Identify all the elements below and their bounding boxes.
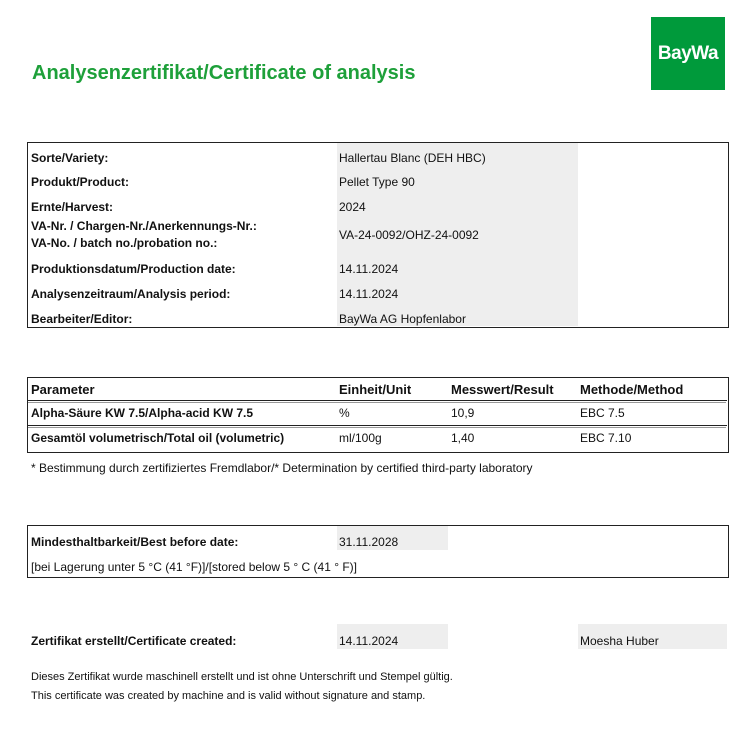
editor-label: Bearbeiter/Editor: bbox=[31, 312, 133, 326]
disclaimer-de: Dieses Zertifikat wurde maschinell erstellt und ist ohne Unterschrift und Stempel gültig. bbox=[31, 671, 453, 683]
table-divider bbox=[28, 427, 726, 428]
production-date-value: 14.11.2024 bbox=[339, 262, 399, 276]
baywa-logo bbox=[651, 17, 725, 90]
variety-value: Hallertau Blanc (DEH HBC) bbox=[339, 151, 486, 165]
table-divider bbox=[27, 425, 727, 426]
harvest-value: 2024 bbox=[339, 200, 366, 214]
table-divider bbox=[27, 400, 727, 401]
table-cell-method: EBC 7.10 bbox=[580, 431, 632, 445]
harvest-label: Ernte/Harvest: bbox=[31, 200, 114, 214]
footnote: * Bestimmung durch zertifiziertes Fremdlabor/* Determination by certified third-party laboratory bbox=[31, 461, 533, 475]
page-title: Analysenzertifikat/Certificate of analysis bbox=[32, 62, 416, 84]
table-cell-result: 1,40 bbox=[451, 431, 475, 445]
created-label: Zertifikat erstellt/Certificate created: bbox=[31, 634, 237, 648]
table-cell-parameter: Alpha-Säure KW 7.5/Alpha-acid KW 7.5 bbox=[31, 406, 254, 420]
analysis-period-label: Analysenzeitraum/Analysis period: bbox=[31, 287, 231, 301]
column-header-unit: Einheit/Unit bbox=[339, 382, 412, 397]
batch-label-en: VA-No. / batch no./probation no.: bbox=[31, 236, 218, 250]
table-cell-unit: % bbox=[339, 406, 350, 420]
best-before-label: Mindesthaltbarkeit/Best before date: bbox=[31, 535, 239, 549]
column-header-result: Messwert/Result bbox=[451, 382, 554, 397]
batch-label-de: VA-Nr. / Chargen-Nr./Anerkennungs-Nr.: bbox=[31, 219, 257, 233]
production-date-label: Produktionsdatum/Production date: bbox=[31, 262, 236, 276]
creator-name: Moesha Huber bbox=[580, 634, 659, 648]
created-date: 14.11.2024 bbox=[339, 634, 399, 648]
table-cell-parameter: Gesamtöl volumetrisch/Total oil (volumetric) bbox=[31, 431, 285, 445]
product-label: Produkt/Product: bbox=[31, 175, 129, 189]
batch-value: VA-24-0092/OHZ-24-0092 bbox=[339, 228, 479, 242]
best-before-value: 31.11.2028 bbox=[339, 535, 399, 549]
product-value: Pellet Type 90 bbox=[339, 175, 415, 189]
logo-text: BayWa bbox=[657, 42, 719, 64]
analysis-period-value: 14.11.2024 bbox=[339, 287, 399, 301]
table-cell-method: EBC 7.5 bbox=[580, 406, 625, 420]
table-cell-result: 10,9 bbox=[451, 406, 475, 420]
disclaimer-en: This certificate was created by machine and is valid without signature and stamp. bbox=[31, 690, 426, 702]
editor-value: BayWa AG Hopfenlabor bbox=[339, 312, 466, 326]
table-divider bbox=[28, 402, 726, 403]
column-header-method: Methode/Method bbox=[580, 382, 684, 397]
table-cell-unit: ml/100g bbox=[339, 431, 382, 445]
column-header-parameter: Parameter bbox=[31, 382, 95, 397]
variety-label: Sorte/Variety: bbox=[31, 151, 109, 165]
storage-note: [bei Lagerung unter 5 °C (41 °F)]/[stored below 5 ° C (41 ° F)] bbox=[31, 560, 358, 574]
